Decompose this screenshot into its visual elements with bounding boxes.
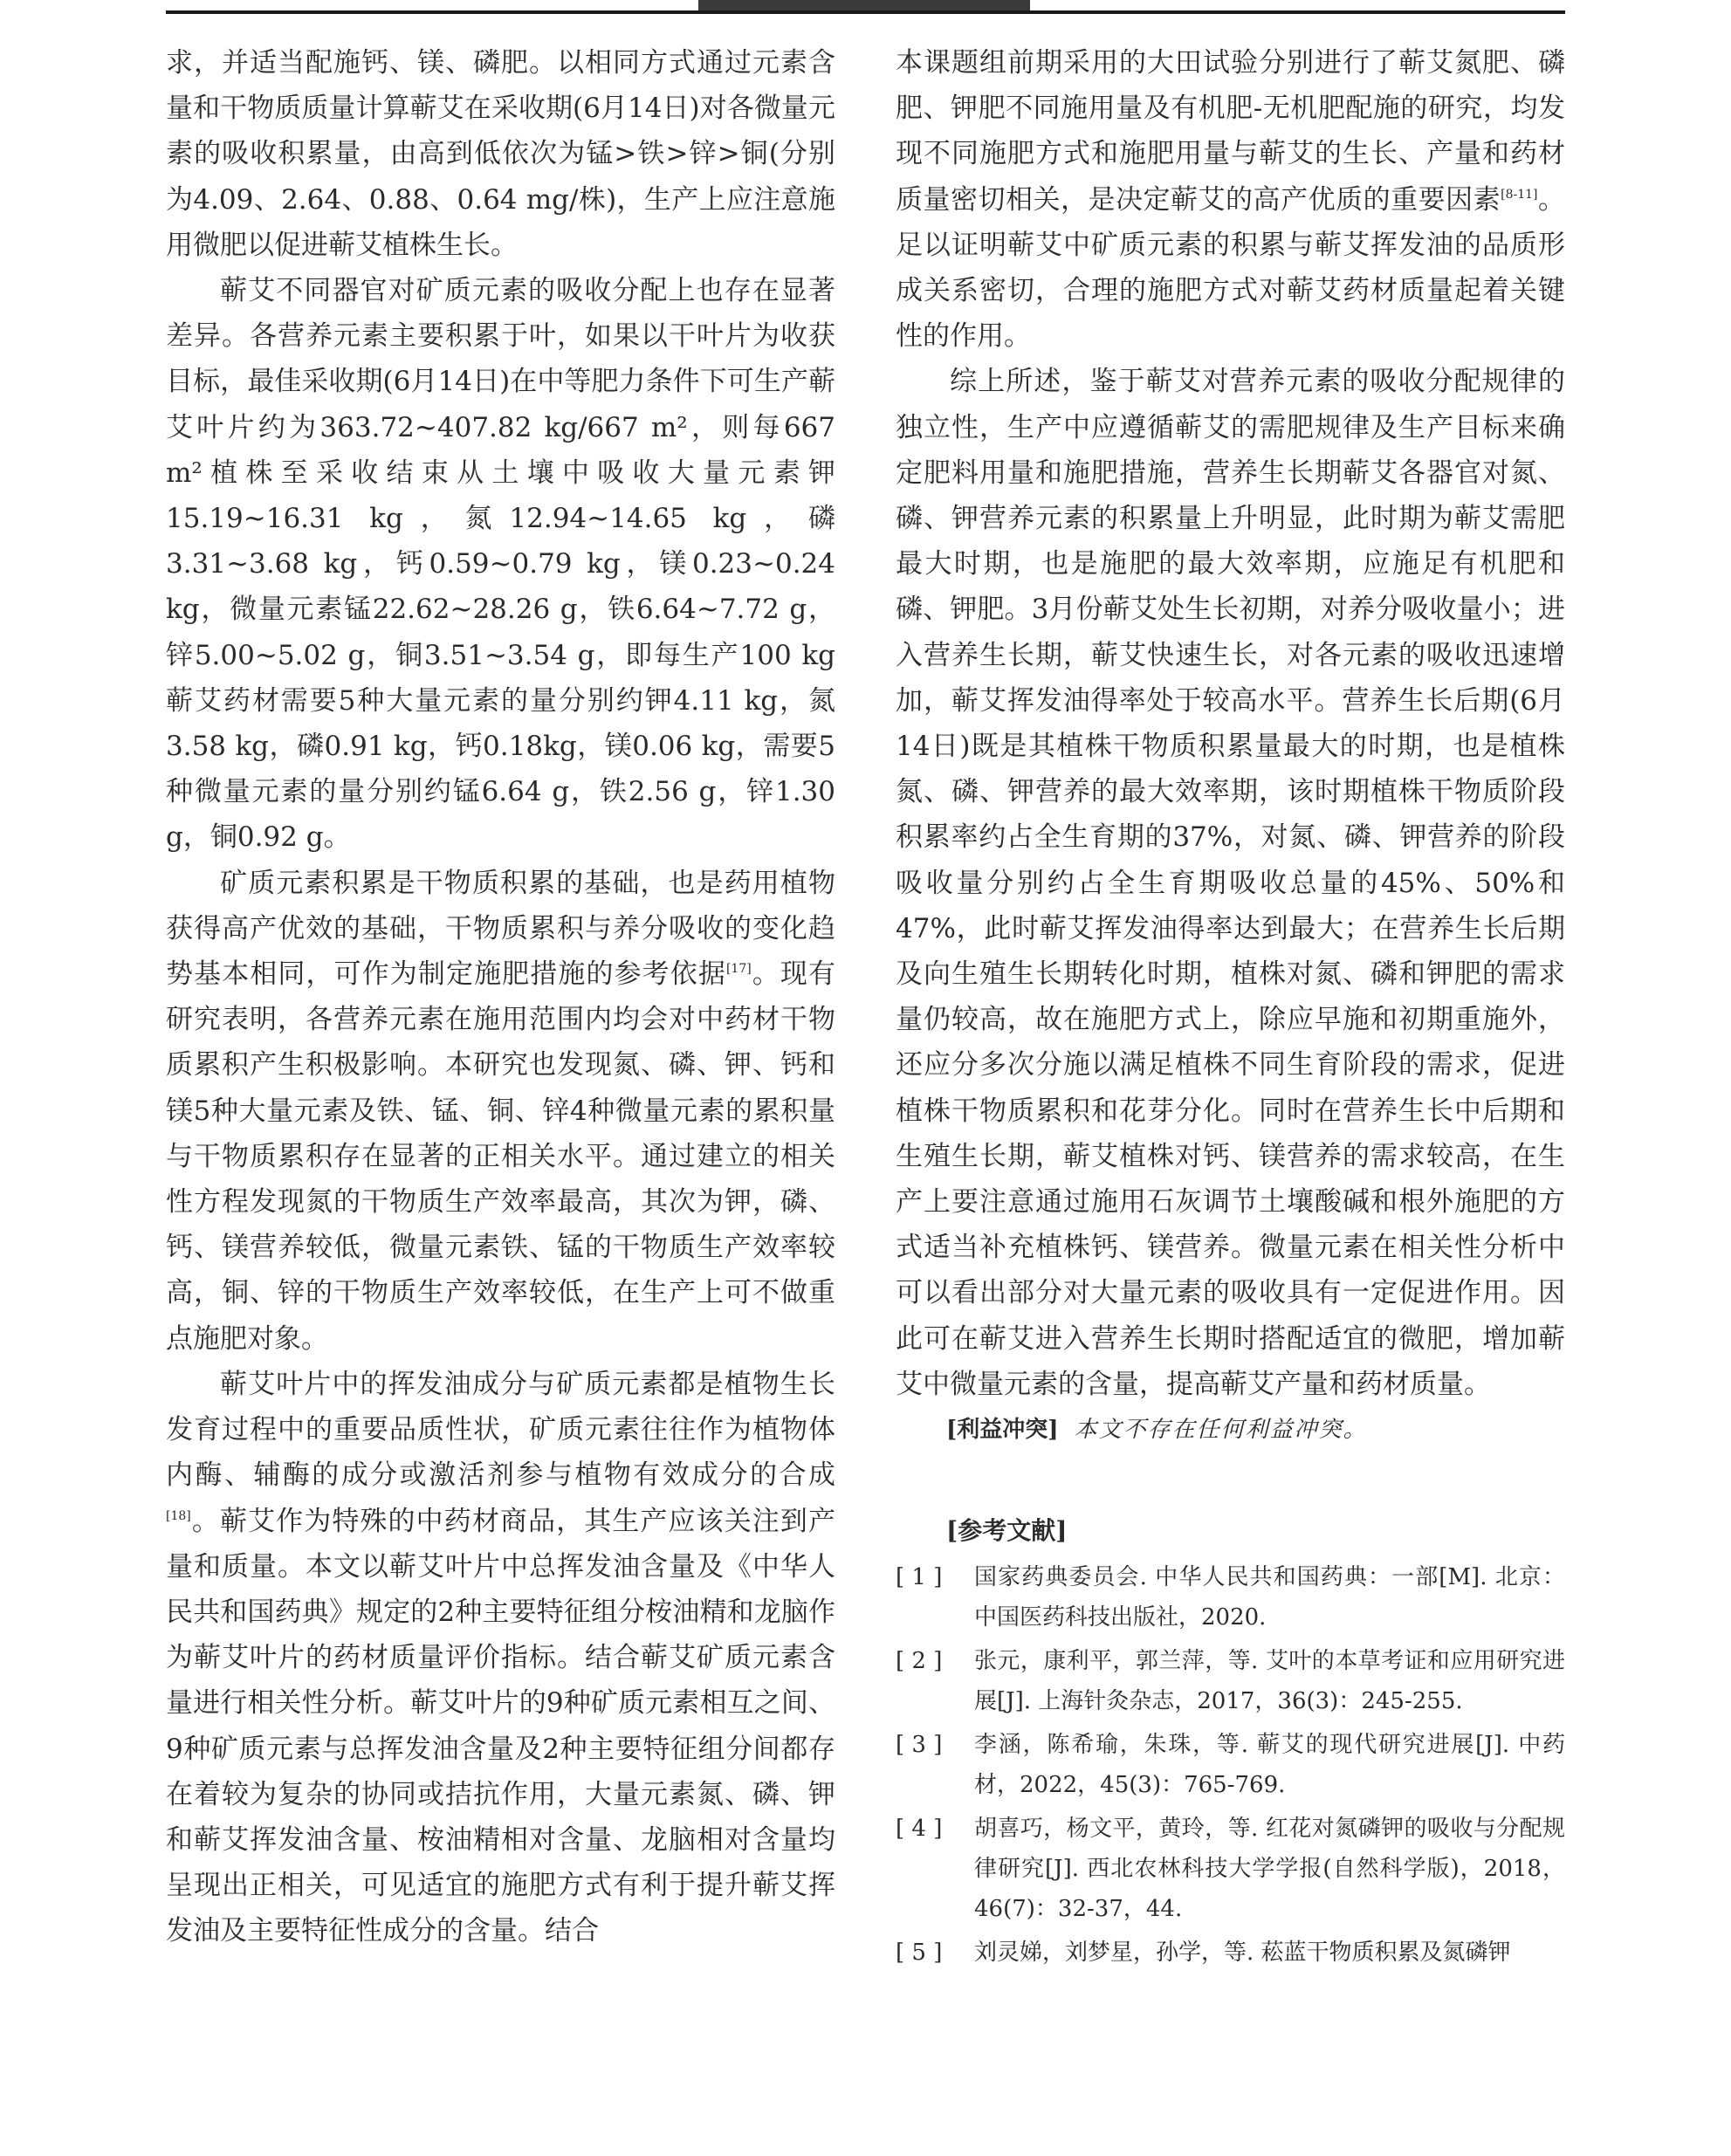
right-paragraph-2: 综上所述，鉴于蕲艾对营养元素的吸收分配规律的独立性，生产中应遵循蕲艾的需肥规律及生产目标来确定肥料用量和施肥措施，营养生长期蕲艾各器官对氮、磷、钾营养元素的积累量上升明显，此时期为蕲艾需肥最大时期，也是施肥的最大效率期，应施足有机肥和磷、钾肥。3月份蕲艾处生长初期，对养分吸收量小；进入营养生长期，蕲艾快速生长，对各元素的吸收迅速增加，蕲艾挥发油得率处于较高水平。营养生长后期(6月14日)既是其植株干物质积累量最大的时期，也是植株氮、磷、钾营养的最大效率期，该时期植株干物质阶段积累率约占全生育期的37%，对氮、磷、钾营养的阶段吸收量分别约占全生育期吸收总量的45%、50%和47%，此时蕲艾挥发油得率达到最大；在营养生长后期及向生殖生长期转化时期，植株对氮、磷和钾肥的需求量仍较高，故在施肥方式上，除应早施和初期重施外，还应分多次分施以满足植株不同生育阶段的需求，促进植株干物质累积和花芽分化。同时在营养生长中后期和生殖生长期，蕲艾植株对钙、镁营养的需求较高，在生产上要注意通过施用石灰调节土壤酸碱和根外施肥的方式适当补充植株钙、镁营养。微量元素在相关性分析中可以看出部分对大量元素的吸收具有一定促进作用。因此可在蕲艾进入营养生长期时搭配适宜的微肥，增加蕲艾中微量元素的含量，提高蕲艾产量和药材质量。 xyxy=(896,366,1565,1400)
reference-number: [ 4 ] xyxy=(896,1816,943,1843)
header-rule xyxy=(166,10,1565,14)
reference-item xyxy=(896,1725,1565,1805)
reference-item xyxy=(896,1641,1565,1721)
left-paragraph-4 xyxy=(166,1362,835,1954)
citation-marker: [18] xyxy=(166,1508,191,1523)
reference-number: [ 3 ] xyxy=(896,1732,943,1759)
reference-text: 张元，康利平，郭兰萍，等. 艾叶的本草考证和应用研究进展[J]. 上海针灸杂志，2017，36(3)：245-255. xyxy=(974,1648,1565,1715)
reference-item xyxy=(896,1809,1565,1929)
left-paragraph-1: 求，并适当配施钙、镁、磷肥。以相同方式通过元素含量和干物质质量计算蕲艾在采收期(6月14日)对各微量元素的吸收积累量，由高到低依次为锰>铁>锌>铜(分别为4.09、2.64、0.88、0.64 mg/株)，生产上应注意施用微肥以促进蕲艾植株生长。 xyxy=(166,47,835,261)
right-paragraph-1 xyxy=(896,40,1565,359)
reference-item xyxy=(896,1933,1565,1973)
reference-text: 国家药典委员会. 中华人民共和国药典：一部[M]. 北京：中国医药科技出版社，2020. xyxy=(974,1564,1565,1631)
paragraph-text: 。足以证明蕲艾中矿质元素的积累与蕲艾挥发油的品质形成关系密切，合理的施肥方式对蕲艾药材质量起着关键性的作用。 xyxy=(896,183,1566,353)
paragraph-text: 矿质元素积累是干物质积累的基础，也是药用植物获得高产优效的基础，干物质累积与养分吸收的变化趋势基本相同，可作为制定施肥措施的参考依据 xyxy=(166,867,835,991)
left-paragraph-3 xyxy=(166,861,835,1362)
paragraph-text: 。蕲艾作为特殊的中药材商品，其生产应该关注到产量和质量。本文以蕲艾叶片中总挥发油含量及《中华人民共和国药典》规定的2种主要特征组分桉油精和龙脑作为蕲艾叶片的药材质量评价指标。结合蕲艾矿质元素含量进行相关性分析。蕲艾叶片的9种矿质元素相互之间、9种矿质元素与总挥发油含量及2种主要特征组分间都存在着较为复杂的协同或拮抗作用，大量元素氮、磷、钾和蕲艾挥发油含量、桉油精相对含量、龙脑相对含量均呈现出正相关，可见适宜的施肥方式有利于提升蕲艾挥发油及主要特征性成分的含量。结合 xyxy=(166,1505,835,1947)
conflict-text: 本文不存在任何利益冲突。 xyxy=(1074,1417,1368,1444)
left-paragraph-2: 蕲艾不同器官对矿质元素的吸收分配上也存在显著差异。各营养元素主要积累于叶，如果以干叶片为收获目标，最佳采收期(6月14日)在中等肥力条件下可生产蕲艾叶片约为363.72~407.82 kg/667 m²，则每667 m²植株至采收结束从土壤中吸收大量元素钾15.19~16.31 kg，氮12.94~14.65 kg，磷3.31~3.68 kg，钙0.59~0.79 kg，镁0.23~0.24 kg，微量元素锰22.62~28.26 g，铁6.64~7.72 g，锌5.00~5.02 g，铜3.51~3.54 g，即每生产100 kg蕲艾药材需要5种大量元素的量分别约钾4.11 kg，氮3.58 kg，磷0.91 kg，钙0.18kg，镁0.06 kg，需要5种微量元素的量分别约锰6.64 g，铁2.56 g，锌1.30 g，铜0.92 g。 xyxy=(166,275,835,854)
reference-number: [ 1 ] xyxy=(896,1564,943,1591)
reference-text: 刘灵娣，刘梦星，孙学，等. 菘蓝干物质积累及氮磷钾 xyxy=(974,1940,1511,1967)
reference-text: 胡喜巧，杨文平，黄玲，等. 红花对氮磷钾的吸收与分配规律研究[J]. 西北农林科技大学学报(自然科学版)，2018，46(7)：32-37，44. xyxy=(974,1816,1565,1923)
conflict-of-interest xyxy=(896,1411,1565,1449)
reference-number: [ 2 ] xyxy=(896,1648,943,1675)
references-heading: [参考文献] xyxy=(946,1516,1068,1546)
right-column xyxy=(896,40,1565,1976)
paragraph-text: 本课题组前期采用的大田试验分别进行了蕲艾氮肥、磷肥、钾肥不同施用量及有机肥-无机肥配施的研究，均发现不同施肥方式和施肥用量与蕲艾的生长、产量和药材质量密切相关，是决定蕲艾的高产优质的重要因素 xyxy=(896,47,1565,216)
reference-item xyxy=(896,1557,1565,1638)
paragraph-text: 。现有研究表明，各营养元素在施用范围内均会对中药材干物质累积产生积极影响。本研究也发现氮、磷、钾、钙和镁5种大量元素及铁、锰、铜、锌4种微量元素的累积量与干物质累积存在显著的正相关水平。通过建立的相关性方程发现氮的干物质生产效率最高，其次为钾，磷、钙、镁营养较低，微量元素铁、锰的干物质生产效率较高，铜、锌的干物质生产效率较低，在生产上可不做重点施肥对象。 xyxy=(166,958,836,1355)
citation-marker: [8-11] xyxy=(1501,187,1538,202)
reference-number: [ 5 ] xyxy=(896,1940,943,1967)
reference-text: 李涵，陈希瑜，朱珠，等. 蕲艾的现代研究进展[J]. 中药材，2022，45(3)：765-769. xyxy=(974,1732,1565,1799)
left-column xyxy=(166,40,835,1954)
conflict-label: [利益冲突] xyxy=(946,1417,1059,1444)
reference-list xyxy=(896,1557,1565,1973)
header-title-bar xyxy=(698,0,1030,10)
citation-marker: [17] xyxy=(725,962,752,977)
paragraph-text: 蕲艾叶片中的挥发油成分与矿质元素都是植物生长发育过程中的重要品质性状，矿质元素往往作为植物体内酶、辅酶的成分或激活剂参与植物有效成分的合成 xyxy=(166,1368,835,1492)
